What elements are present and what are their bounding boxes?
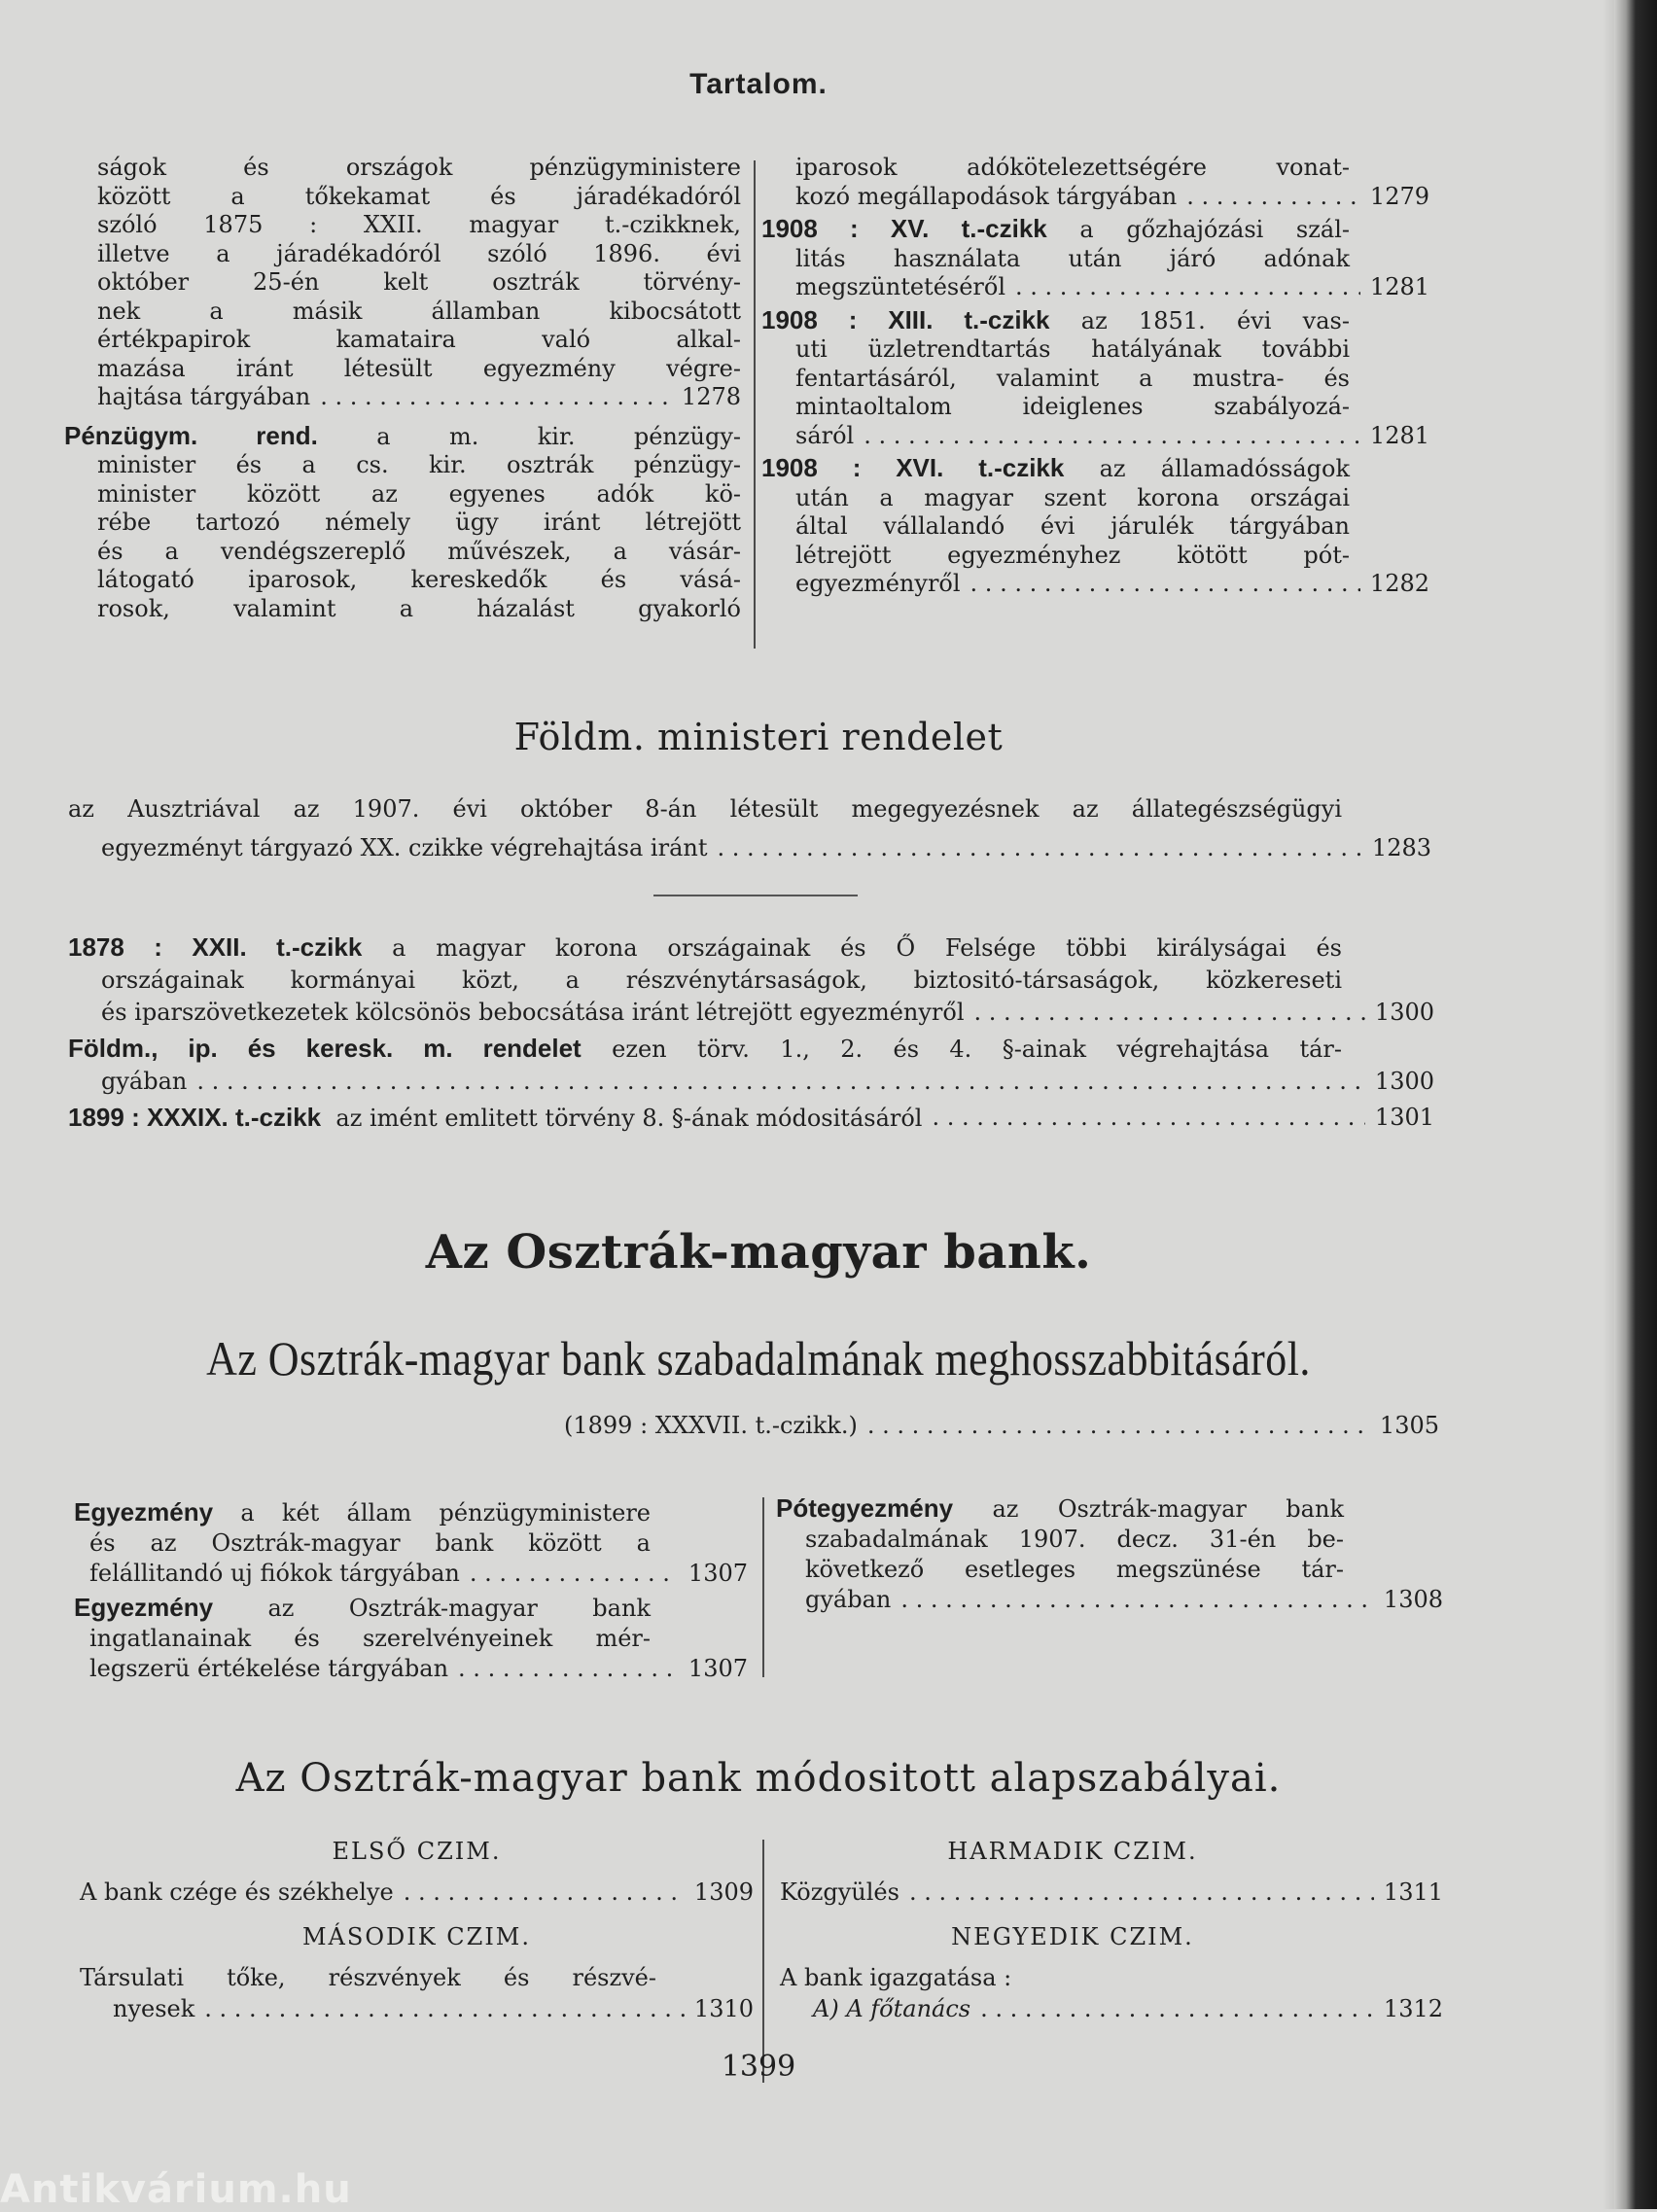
toc-entry-1908-xvi: [761, 453, 1429, 599]
toc-entry-1878: [68, 931, 1434, 1029]
entry-text: (1899 : XXXVII. t.-czikk.): [564, 1412, 858, 1439]
entry-text: felállitandó uj fiókok tárgyában: [89, 1560, 460, 1587]
entry-line: uti üzletrendtartás hatályának további: [795, 335, 1350, 363]
entry-text: az államadósságok: [1099, 455, 1350, 482]
entry-text: az Osztrák-magyar bank: [267, 1595, 651, 1622]
chapter-heading: HARMADIK CZIM.: [947, 1838, 1198, 1865]
entry-line: [74, 1593, 651, 1624]
entry-last-line: [68, 1102, 1434, 1135]
entry-line: [776, 1493, 1344, 1525]
entry-line: ságok és országok pénzügyministere: [97, 154, 741, 181]
entry-last-line: [795, 183, 1429, 212]
entry-line: országainak kormányai közt, a részvénytársaságok, biztositó-társaságok, közkereseti: [101, 966, 1342, 994]
entry-line: után a magyar szent korona országai: [795, 483, 1350, 511]
entry-line: mazása iránt létesült egyezmény végre-: [97, 354, 741, 382]
entry-text: [68, 1102, 922, 1135]
statutes-right-column: [780, 1828, 1443, 2024]
entry-text: kozó megállapodások tárgyában: [795, 182, 1178, 210]
toc-entry-penzugym: [64, 420, 742, 624]
book-spine-edge: [1614, 0, 1657, 2209]
entry-last-line: [68, 828, 1431, 867]
top-left-column: [64, 154, 742, 627]
entry-text: A bank czége és székhelye: [80, 1878, 394, 1906]
entry-line: Társulati tőke, részvények és részvé-: [80, 1964, 656, 1991]
page-ref: 1312: [1383, 1995, 1443, 2022]
dot-leader: [320, 383, 672, 412]
entry-text: legszerü értékelése tárgyában: [89, 1655, 449, 1682]
entry-text: a m. kir. pénzügy-: [376, 422, 742, 450]
column-divider: [762, 1840, 764, 2083]
entry-line: által vállalandó évi járulék tárgyában: [795, 512, 1350, 540]
entry-text: megszüntetéséről: [795, 273, 1006, 300]
entry-text: A) A főtanács: [813, 1995, 971, 2022]
entry-line: rébe tartozó némely ügy iránt létrejött: [97, 509, 741, 536]
dot-leader: [974, 997, 1365, 1029]
toc-entry-egyezmeny-fiokok: [74, 1497, 748, 1589]
entry-last-line: [564, 1412, 1439, 1441]
entry-last-line: [80, 1877, 754, 1908]
running-header: Tartalom.: [689, 68, 828, 100]
dot-leader: [1186, 183, 1360, 212]
dot-leader: [909, 1877, 1374, 1908]
entry-bold-title: 1899 : XXXIX. t.-czikk: [68, 1103, 322, 1132]
entry-line: ingatlanainak és szerelvényeinek mér-: [89, 1625, 651, 1652]
entry-bold-title: 1908 : XVI. t.-czikk: [761, 453, 1065, 482]
bank-section-title: Az Osztrák-magyar bank.: [425, 1225, 1092, 1280]
entry-text: az imént emlitett törvény 8. §-ának módositásáról: [335, 1105, 923, 1132]
entry-bold-title: Egyezmény: [74, 1497, 214, 1527]
entry-text: az Osztrák-magyar bank: [992, 1495, 1344, 1523]
entry-text: gyában: [805, 1586, 892, 1613]
foldm-section-title: Földm. ministeri rendelet: [513, 716, 1004, 758]
toc-entry-1279: [795, 154, 1429, 211]
entry-last-line: [795, 422, 1429, 451]
dot-leader: [404, 1877, 685, 1908]
entry-line: [74, 1497, 651, 1528]
entry-line: [761, 215, 1350, 245]
bank-subtitle: Az Osztrák-magyar bank szabadalmának meghosszabbitásáról.: [206, 1331, 1311, 1386]
entry-last-line: [68, 1066, 1434, 1098]
entry-text: a két állam pénzügyministere: [240, 1499, 651, 1527]
entry-last-line: [68, 997, 1434, 1029]
page-ref: 1311: [1383, 1878, 1443, 1906]
entry-bold-title: Pénzügym. rend.: [64, 420, 318, 450]
page-ref: 1300: [1374, 999, 1434, 1026]
foldm-entry: [68, 790, 1431, 867]
page-ref: 1310: [693, 1995, 754, 2022]
bank-right-column: [776, 1493, 1443, 1619]
chapter-heading: ELSŐ CZIM.: [332, 1838, 502, 1865]
entry-last-line: [780, 1993, 1443, 2024]
entry-text: sáról: [795, 421, 855, 449]
entry-text: egyezményről: [795, 570, 961, 597]
dot-leader: [867, 1412, 1370, 1441]
entry-bold-title: Pótegyezmény: [776, 1493, 954, 1523]
entry-line: és az Osztrák-magyar bank között a: [89, 1529, 651, 1557]
entry-last-line: [97, 383, 741, 412]
entry-last-line: [776, 1585, 1443, 1615]
entry-bold-title: Egyezmény: [74, 1593, 214, 1622]
dot-leader: [970, 570, 1360, 599]
entry-line: létrejött egyezményhez kötött pót-: [795, 541, 1350, 569]
entry-line: szóló 1875 : XXII. magyar t.-czikknek,: [97, 211, 741, 238]
entry-line: az Ausztriával az 1907. évi október 8-án létesült megegyezésnek az állategészségügyi: [68, 795, 1342, 823]
dot-leader: [980, 1993, 1374, 2024]
chapter-heading: MÁSODIK CZIM.: [301, 1923, 532, 1950]
section-divider: [653, 895, 858, 896]
entry-line: október 25-én kelt osztrák törvény-: [97, 268, 741, 296]
column-divider: [762, 1497, 764, 1677]
entry-text: az 1851. évi vas-: [1080, 306, 1350, 334]
entry-last-line: [795, 273, 1429, 302]
column-divider: [754, 160, 756, 649]
entry-text: ezen törv. 1., 2. és 4. §-ainak végrehajtása tár-: [612, 1036, 1342, 1063]
dot-leader: [470, 1559, 679, 1589]
dot-leader: [458, 1654, 679, 1684]
toc-entry-1908-xv: [761, 214, 1429, 302]
dot-leader: [900, 1585, 1374, 1615]
page-number: 1399: [721, 2050, 796, 2084]
entry-line: [761, 306, 1350, 336]
watermark: Antikvárium.hu: [0, 2167, 352, 2212]
entry-line: iparosok adókötelezettségére vonat-: [795, 154, 1350, 181]
entry-line: nek a másik államban kibocsátott: [97, 297, 741, 325]
entry-last-line: [74, 1559, 748, 1589]
page-ref: 1281: [1369, 273, 1429, 300]
toc-entry-1899-xxxix: [68, 1102, 1434, 1135]
entry-line: [761, 454, 1350, 484]
page-ref: 1281: [1369, 421, 1429, 449]
entry-line: értékpapirok kamataira való alkal-: [97, 326, 741, 353]
entry-text: és iparszövetkezetek kölcsönös bebocsátása iránt létrejött egyezményről: [101, 999, 965, 1026]
entry-bold-title: 1908 : XV. t.-czikk: [761, 214, 1047, 243]
entry-line: mintaoltalom ideiglenes szabályozá-: [795, 393, 1350, 420]
page-ref: 1309: [693, 1878, 754, 1906]
top-right-column: [761, 154, 1429, 603]
entry-line: minister között az egyenes adók kö-: [97, 479, 741, 508]
entry-last-line: [780, 1877, 1443, 1908]
entry-line: és a vendégszereplő művészek, a vásár-: [97, 537, 741, 565]
dot-leader: [196, 1066, 1365, 1098]
dot-leader: [717, 828, 1361, 867]
entry-line: [64, 422, 741, 452]
entry-line: rosok, valamint a házalást gyakorló: [97, 594, 741, 622]
toc-entry-foldm-ip: [68, 1033, 1434, 1098]
entry-text: a gőzhajózási szál-: [1079, 216, 1350, 243]
entry-line: szabadalmának 1907. decz. 31-én be-: [805, 1526, 1344, 1553]
page-ref: 1279: [1369, 182, 1429, 210]
statutes-left-column: [80, 1828, 754, 2024]
entry-line: fentartásáról, valamint a mustra- és: [795, 364, 1350, 392]
page-ref: 1305: [1379, 1412, 1439, 1439]
entry-text: egyezményt tárgyazó XX. czikke végrehajtása iránt: [101, 834, 708, 861]
dot-leader: [1015, 273, 1360, 302]
page-ref: 1278: [681, 383, 741, 410]
entry-bold-title: 1878 : XXII. t.-czikk: [68, 932, 363, 962]
page-ref: 1307: [687, 1560, 748, 1587]
page-ref: 1307: [687, 1655, 748, 1682]
page-ref: 1308: [1383, 1586, 1443, 1613]
entry-line: következő esetleges megszünése tár-: [805, 1556, 1344, 1583]
entry-bold-title: 1908 : XIII. t.-czikk: [761, 304, 1050, 334]
entry-line: látogató iparosok, kereskedők és vásá-: [97, 566, 741, 593]
toc-entry-1278: [97, 154, 741, 412]
bank-left-column: [74, 1497, 748, 1688]
page-ref: 1301: [1374, 1104, 1434, 1131]
entry-text: hajtása tárgyában: [97, 383, 311, 410]
entry-last-line: [74, 1654, 748, 1684]
page-ref: 1283: [1371, 834, 1431, 861]
entry-line: A bank igazgatása :: [780, 1964, 1012, 1991]
entry-line: között a tőkekamat és járadékadóról: [97, 182, 741, 210]
entry-last-line: [80, 1993, 754, 2024]
page-ref: 1300: [1374, 1068, 1434, 1095]
entry-text: nyesek: [113, 1995, 195, 2022]
entry-last-line: [795, 570, 1429, 599]
entry-line: minister és a cs. kir. osztrák pénzügy-: [97, 451, 741, 478]
page-shadow: [1603, 0, 1614, 2209]
entry-text: a magyar korona országainak és Ő Felsége többi királyságai és: [392, 934, 1342, 962]
entry-bold-title: Földm., ip. és keresk. m. rendelet: [68, 1034, 582, 1063]
toc-entry-1908-xiii: [761, 304, 1429, 451]
dot-leader: [932, 1102, 1364, 1135]
entry-line: illetve a járadékadóról szóló 1896. évi: [97, 239, 741, 267]
law-block-1878: [68, 931, 1434, 1139]
entry-text: Közgyülés: [780, 1878, 899, 1906]
entry-line: [68, 1033, 1342, 1066]
bank-law-ref: [564, 1412, 1439, 1441]
toc-entry-potegyezmeny: [776, 1493, 1443, 1615]
page-ref: 1282: [1369, 570, 1429, 597]
statutes-title: Az Osztrák-magyar bank módositott alapszabályai.: [235, 1756, 1282, 1801]
entry-text: gyában: [101, 1068, 188, 1095]
entry-line: [68, 931, 1342, 965]
dot-leader: [204, 1993, 685, 2024]
chapter-heading: NEGYEDIK CZIM.: [951, 1923, 1194, 1950]
entry-line: litás használata után járó adónak: [795, 244, 1350, 272]
toc-entry-egyezmeny-ingatlan: [74, 1593, 748, 1684]
dot-leader: [864, 422, 1360, 451]
